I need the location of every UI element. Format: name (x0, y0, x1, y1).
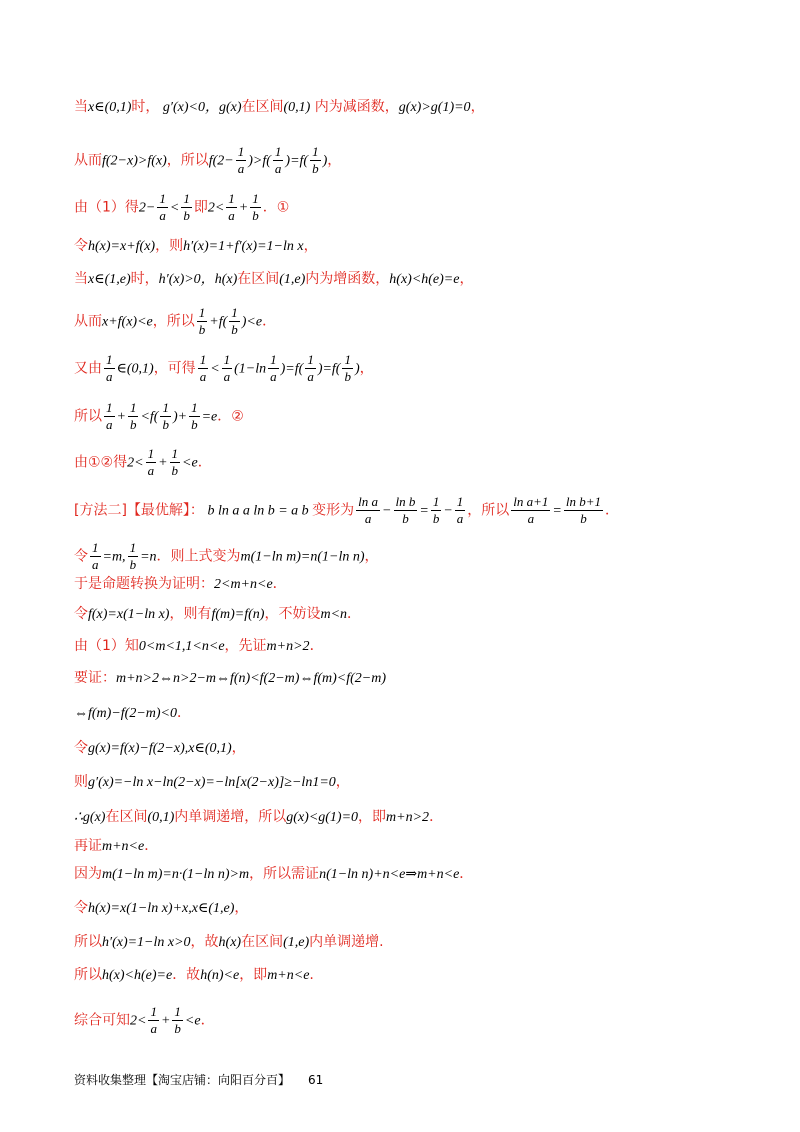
fraction-denominator: b (174, 1021, 181, 1036)
math-expression: + (116, 409, 126, 425)
fraction (157, 191, 168, 224)
fraction (181, 191, 192, 224)
math-expression: h(x) (218, 935, 242, 950)
fraction-denominator: b (312, 161, 319, 176)
math-expression: f(2−x)>f(x) (102, 153, 167, 169)
chinese-text: ， (364, 548, 379, 565)
fraction-numerator: 1 (252, 191, 259, 206)
fraction-denominator: a (150, 1021, 157, 1036)
fraction-denominator: b (252, 208, 259, 223)
chinese-text: ， (231, 740, 246, 756)
fraction-numerator: 1 (159, 191, 166, 206)
fraction (310, 144, 321, 177)
fraction-denominator: b (231, 322, 238, 337)
chinese-text: 在区间 (241, 99, 284, 115)
chinese-text: 因为 (74, 866, 102, 882)
chinese-text: 时， (130, 271, 159, 287)
text-line (74, 771, 740, 794)
fraction (172, 1004, 183, 1037)
fraction-denominator: a (147, 463, 155, 478)
math-expression: m<n (320, 607, 348, 622)
fraction-numerator: 1 (344, 352, 351, 367)
fraction-numerator: 1 (198, 305, 206, 320)
math-expression: )>f( (248, 153, 271, 169)
chinese-text: 综合可知 (74, 1012, 130, 1029)
math-expression: m+n>2 (266, 639, 310, 654)
chinese-text: ． (347, 606, 362, 622)
footer-source: 资料收集整理【淘宝店铺：向阳百分百】 (74, 1073, 291, 1087)
text-line (74, 964, 740, 987)
chinese-text: 内单调递增. (309, 934, 384, 950)
chinese-text: 内为增函数， (305, 271, 390, 287)
fraction (229, 305, 240, 338)
chinese-text: ，即 (358, 809, 387, 825)
text-line (74, 96, 740, 119)
chinese-text: ． (197, 454, 212, 471)
math-expression: =m, (102, 549, 126, 565)
fraction-denominator: a (237, 161, 245, 176)
page-footer (74, 1071, 323, 1088)
fraction-denominator: b (171, 463, 179, 478)
fraction-numerator: 1 (199, 352, 207, 367)
fraction-numerator: 1 (274, 144, 282, 159)
text-line (74, 191, 740, 224)
fraction-numerator: 1 (92, 540, 99, 555)
fraction (511, 494, 550, 527)
fraction-denominator: b (129, 417, 137, 432)
math-expression: ∴g(x) (74, 810, 106, 825)
text-line (74, 702, 740, 725)
math-expression: m+n>2⇔n>2−m⇔f(n)<f(2−m)⇔f(m)<f(2−m) (116, 671, 386, 686)
fraction-numerator: 1 (129, 540, 137, 555)
fraction-denominator: a (159, 208, 166, 223)
math-expression: 2− (138, 200, 156, 216)
fraction (273, 144, 284, 177)
chinese-text: 令 (74, 740, 88, 756)
chinese-text: 于是命题转换为证明： (74, 576, 214, 592)
chinese-text: 变形为 (312, 502, 355, 519)
text-line (74, 494, 740, 527)
fraction (226, 191, 237, 224)
fraction (431, 494, 442, 527)
chinese-text: ． (429, 809, 444, 825)
fraction (160, 400, 171, 433)
fraction (342, 352, 353, 385)
chinese-text: ．则上式变为 (156, 548, 241, 565)
page-number: 61 (308, 1073, 324, 1087)
math-expression: < (169, 200, 180, 216)
math-expression: g(x)<g(1)=0 (286, 810, 359, 825)
chinese-text: 令 (74, 238, 88, 254)
chinese-text: 时， (131, 99, 160, 115)
fraction (236, 144, 247, 177)
math-expression: = (419, 503, 429, 519)
fraction-numerator: 1 (307, 352, 314, 367)
fraction-denominator: b (183, 208, 190, 223)
math-expression: )<e (241, 314, 263, 330)
chinese-text: ． (459, 866, 474, 882)
text-line (74, 667, 740, 690)
fraction-denominator: a (527, 511, 535, 526)
math-expression: )+ (172, 409, 188, 425)
math-expression: g(x) (218, 100, 242, 115)
math-expression: h′(x)=1+f′(x)=1−ln x (183, 239, 304, 254)
fraction (305, 352, 316, 385)
fraction-numerator: 1 (191, 400, 198, 415)
math-expression: (0,1) (147, 810, 175, 825)
math-expression: − (443, 503, 453, 519)
math-expression: m+n<e (267, 968, 310, 983)
fraction (90, 540, 101, 573)
fraction-denominator: b (198, 322, 206, 337)
math-expression: g(x)>g(1)=0 (398, 100, 471, 115)
fraction (564, 494, 603, 527)
math-expression: g(x)=f(x)−f(2−x),x∈(0,1) (88, 741, 232, 756)
text-line (74, 305, 740, 338)
text-line (74, 540, 740, 573)
math-expression: ∈(0,1) (116, 361, 154, 377)
chinese-text: . (309, 967, 314, 983)
chinese-text: ，则有 (169, 606, 212, 622)
fraction-numerator: 1 (228, 191, 235, 206)
fraction-denominator: a (228, 208, 235, 223)
math-expression: n(1−ln n)+n<e⇒m+n<e (319, 867, 460, 882)
chinese-text: ． (144, 838, 159, 854)
chinese-text: ．② (217, 408, 244, 425)
math-expression: 2<m+n<e (214, 577, 273, 592)
math-expression: h(x)<h(e)=e (389, 272, 460, 287)
fraction-denominator: a (307, 369, 314, 384)
math-expression: ) (354, 361, 360, 377)
math-expression: <e (184, 1013, 201, 1029)
chinese-text: ． (177, 705, 191, 721)
chinese-text: 令 (74, 900, 88, 916)
chinese-text: 内为减函数， (310, 99, 399, 115)
text-line (74, 573, 740, 596)
text-line (74, 144, 740, 177)
fraction-denominator: b (162, 417, 169, 432)
text-line (74, 603, 740, 626)
math-expression: h′(x)=1−ln x>0 (102, 935, 191, 950)
math-expression: 2< (207, 200, 225, 216)
fraction-denominator: b (432, 511, 440, 526)
chinese-text: 内单调递增，所以 (174, 809, 287, 825)
fraction (250, 191, 261, 224)
fraction-denominator: a (456, 511, 464, 526)
fraction (104, 352, 115, 385)
fraction-numerator: 1 (150, 1004, 157, 1019)
chinese-text: ，所以需证 (249, 866, 320, 882)
math-expression: ⇔f(m)−f(2−m)<0 (74, 706, 177, 721)
fraction-numerator: 1 (129, 400, 137, 415)
math-expression: =e (201, 409, 218, 425)
chinese-text: ，所以 (152, 313, 195, 330)
chinese-text: ． (200, 1012, 215, 1029)
chinese-text: 从而 (74, 152, 102, 169)
chinese-text: 所以 (74, 967, 102, 983)
math-expression: m(1−ln m)=n(1−ln n) (240, 549, 365, 565)
fraction (356, 494, 380, 527)
chinese-text: 所以 (74, 408, 102, 425)
chinese-text: ，则 (155, 238, 184, 254)
fraction (455, 494, 466, 527)
chinese-text: 当 (74, 271, 88, 287)
fraction-numerator: 1 (106, 352, 113, 367)
math-expression: g′(x)=−ln x−ln(2−x)=−ln[x(2−x)]≥−ln1=0 (88, 775, 336, 790)
fraction-numerator: 1 (312, 144, 319, 159)
chinese-text: 令 (74, 548, 88, 565)
fraction-numerator: 1 (183, 191, 190, 206)
math-expression: m(1−ln m)=n·(1−ln n)>m (102, 867, 250, 882)
math-expression: < (210, 361, 220, 377)
math-expression: − (382, 503, 392, 519)
fraction (148, 1004, 159, 1037)
chinese-text: 在区间 (105, 809, 148, 825)
math-expression: g′(x)<0， (159, 100, 219, 115)
fraction-numerator: 1 (174, 1004, 181, 1019)
chinese-text: ． (605, 502, 620, 519)
fraction-numerator: 1 (106, 400, 113, 415)
chinese-text: 由（1）知 (74, 638, 139, 654)
chinese-text: ，故 (190, 934, 219, 950)
fraction-numerator: 1 (162, 400, 169, 415)
math-expression: = (552, 503, 562, 519)
math-expression: + (160, 1013, 171, 1029)
chinese-text: 则 (74, 774, 88, 790)
math-expression: (1,e) (279, 272, 306, 287)
math-expression: h(x)<h(e)=e (102, 968, 173, 983)
chinese-text: ， (327, 152, 342, 169)
text-line (74, 897, 740, 920)
math-expression: ) (322, 153, 328, 169)
math-expression: (0,1) (283, 100, 311, 115)
fraction-numerator: 1 (432, 494, 440, 509)
chinese-text: 再证 (74, 838, 102, 854)
math-expression: h′(x)>0， (158, 272, 215, 287)
text-line (74, 352, 740, 385)
chinese-text: 即 (193, 199, 208, 216)
fraction (104, 400, 115, 433)
text-line (74, 235, 740, 258)
math-expression: <f( (140, 409, 159, 425)
math-expression: )=f( (317, 361, 341, 377)
text-line (74, 863, 740, 886)
fraction-denominator: a (106, 369, 113, 384)
text-line (74, 806, 740, 829)
fraction (198, 352, 209, 385)
fraction-numerator: 1 (237, 144, 245, 159)
fraction-numerator: ln a (358, 494, 379, 509)
fraction (394, 494, 418, 527)
chinese-text: 在区间 (241, 934, 284, 950)
fraction-denominator: a (92, 557, 99, 572)
chinese-text: ．① (262, 199, 290, 216)
chinese-text: ，可得 (153, 360, 196, 377)
fraction-denominator: b (402, 511, 409, 526)
math-expression: m+n>2 (386, 810, 430, 825)
fraction-numerator: ln b (395, 494, 416, 509)
chinese-text: 由（1）得 (74, 199, 139, 216)
math-expression: 2< (127, 455, 144, 471)
fraction (189, 400, 200, 433)
chinese-text: 由①②得 (74, 454, 128, 471)
math-expression: f(m)=f(n) (211, 607, 265, 622)
fraction (222, 352, 233, 385)
fraction-numerator: 1 (270, 352, 277, 367)
text-line (74, 268, 740, 291)
fraction-denominator: a (106, 417, 113, 432)
chinese-text: 从而 (74, 313, 102, 330)
math-expression: <e (182, 455, 198, 471)
fraction (128, 400, 139, 433)
math-expression: x∈(0,1) (88, 100, 132, 115)
chinese-text: ，先证 (224, 638, 267, 654)
chinese-text: ．故 (172, 967, 201, 983)
chinese-text: 要证： (74, 670, 116, 686)
text-line (74, 737, 740, 760)
chinese-text: ， (470, 99, 485, 115)
fraction-numerator: ln b+1 (565, 494, 602, 509)
fraction-numerator: 1 (223, 352, 231, 367)
math-expression: 2< (130, 1013, 147, 1029)
text-line (74, 635, 740, 658)
chinese-text: 又由 (74, 360, 102, 377)
fraction (170, 446, 181, 479)
text-line (74, 1004, 740, 1037)
math-expression: h(x) (214, 272, 238, 287)
fraction (197, 305, 208, 338)
math-expression: )=f( (285, 153, 309, 169)
fraction-denominator: b (344, 369, 351, 384)
fraction-numerator: 1 (231, 305, 238, 320)
fraction-numerator: 1 (171, 446, 179, 461)
fraction-denominator: a (223, 369, 231, 384)
fraction-denominator: a (270, 369, 277, 384)
math-expression: + (158, 455, 168, 471)
chinese-text: ， (335, 774, 350, 790)
fraction (268, 352, 279, 385)
fraction-denominator: a (274, 161, 282, 176)
chinese-text: ， (303, 238, 318, 254)
chinese-text: ，所以 (467, 502, 510, 519)
text-line (74, 400, 740, 433)
math-expression: + (238, 200, 249, 216)
chinese-text: ，即 (239, 967, 268, 983)
text-line (74, 931, 740, 954)
fraction-denominator: a (364, 511, 372, 526)
math-expression: (1−ln (234, 361, 267, 377)
math-expression: b ln a a ln b = a b (203, 503, 313, 519)
fraction-denominator: b (191, 417, 198, 432)
math-expression: 0<m<1,1<n<e (138, 639, 225, 654)
fraction-denominator: b (129, 557, 137, 572)
math-expression: h(x)=x+f(x) (88, 239, 156, 254)
math-expression: f(x)=x(1−ln x) (88, 607, 170, 622)
text-line (74, 446, 740, 479)
fraction-numerator: ln a+1 (513, 494, 549, 509)
math-expression: m+n<e (102, 839, 145, 854)
chinese-text: ． (262, 313, 277, 330)
math-expression: x∈(1,e) (88, 272, 131, 287)
chinese-text: ， (359, 360, 374, 377)
math-expression: =n (140, 549, 157, 565)
chinese-text: ，所以 (166, 152, 209, 169)
text-line (74, 835, 740, 858)
math-expression: +f( (209, 314, 228, 330)
fraction (128, 540, 139, 573)
fraction (146, 446, 157, 479)
chinese-text: 在区间 (237, 271, 280, 287)
math-expression: (1,e) (283, 935, 310, 950)
fraction-denominator: a (199, 369, 207, 384)
chinese-text: 所以 (74, 934, 102, 950)
fraction-numerator: 1 (147, 446, 155, 461)
chinese-text: 当 (74, 99, 88, 115)
math-expression: h(x)=x(1−ln x)+x,x∈(1,e) (88, 901, 235, 916)
math-expression: )=f( (280, 361, 304, 377)
chinese-text: ， (234, 900, 249, 916)
fraction-denominator: b (580, 511, 587, 526)
math-expression: h(n)<e (200, 968, 240, 983)
chinese-text: ． (272, 576, 287, 592)
math-expression: f(2− (208, 153, 234, 169)
chinese-text: 令 (74, 606, 88, 622)
chinese-text: [方法二]【最优解】： (74, 502, 204, 519)
math-expression: x+f(x)<e (102, 314, 153, 330)
chinese-text: ． (309, 638, 324, 654)
chinese-text: ，不妨设 (264, 606, 321, 622)
fraction-numerator: 1 (456, 494, 464, 509)
chinese-text: ， (459, 271, 474, 287)
